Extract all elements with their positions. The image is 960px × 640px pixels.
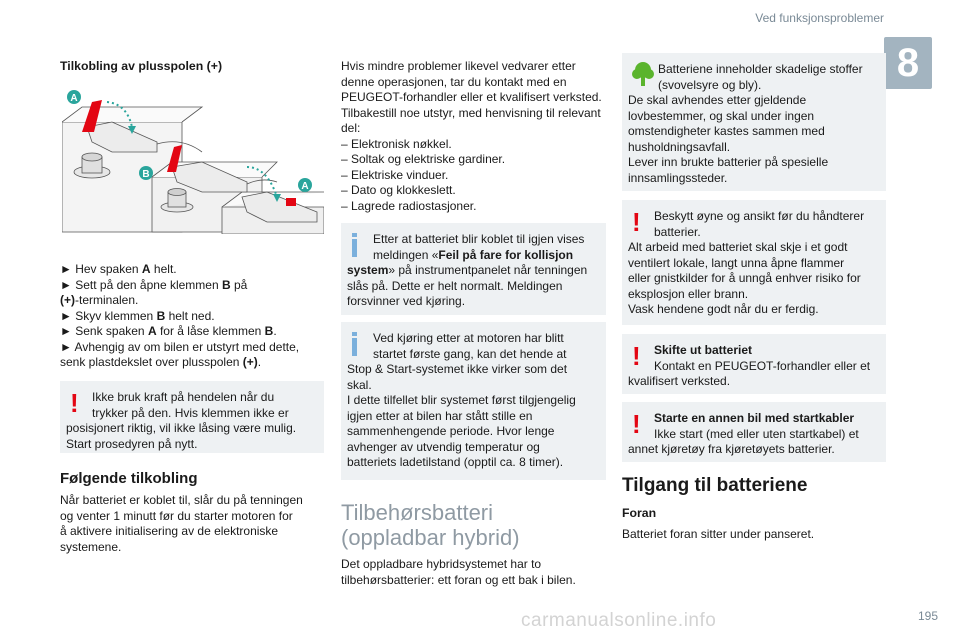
following-heading: Følgende tilkobling: [60, 470, 198, 487]
page-number: 195: [917, 609, 938, 623]
front-subheading: Foran: [622, 506, 657, 520]
section-title: Ved funksjonsproblemer: [755, 11, 884, 25]
label-b: B: [142, 169, 150, 180]
label-a-top: A: [70, 93, 78, 104]
following-text: Når batteriet er koblet til, slår du på tenningen og venter 1 minutt før du starter motoren for å aktivere initialisering av de elektroniske systemene.: [60, 493, 303, 554]
step-5-cont: senk plastdekslet over plusspolen (+).: [60, 355, 262, 369]
warning-box-protect: ! Beskytt øyne og ansikt før du håndterer batterier. Alt arbeid med batteriet skal skje i et godt ventilert lokale, langt unna åpne flammer eller gnistkilder for å unngå enhver risiko for eksplosjon eller brann. Vask hendene godt når du er ferdig.: [622, 200, 886, 325]
warning-icon: !: [632, 341, 641, 371]
battery-clamp-illustration: [62, 82, 324, 234]
watermark: carmanualsonline.info: [521, 610, 717, 631]
access-heading: Tilgang til batteriene: [622, 475, 808, 496]
step-3: ► Skyv klemmen B helt ned.: [60, 308, 215, 323]
steps-list: [60, 262, 324, 371]
label-a-right: A: [301, 181, 309, 192]
step-2-cont: (+)-terminalen.: [60, 293, 139, 307]
warning-box-jumpstart: ! Starte en annen bil med startkabler Ikke start (med eller uten startkabel) et annet kjøretøy fra kjøretøyets batterier.: [622, 402, 886, 462]
step-1: ► Hev spaken A helt.: [60, 262, 177, 276]
warning-box: ! Ikke bruk kraft på hendelen når du trykker på den. Hvis klemmen ikke er posisjonert riktig, vil ikke låsing være mulig. Start prosedyren på nytt.: [60, 381, 324, 453]
environment-box: Batteriene inneholder skadelige stoffer (svovelsyre og bly). De skal avhendes etter gjeldende lovbestemmer, og skal under ingen omstendigheter kastes sammen med husholdningsavfall. Lever inn brukte batterier på spesielle innsamlingssteder.: [622, 53, 886, 191]
step-5: ► Avhengig av om bilen er utstyrt med dette,: [60, 339, 300, 354]
info-icon: [351, 332, 357, 356]
warning-box-replace: ! Skifte ut batteriet Kontakt en PEUGEOT-forhandler eller et kvalifisert verksted.: [622, 334, 886, 394]
accessory-battery-title: Tilbehørsbatteri (oppladbar hybrid): [341, 500, 520, 550]
warning-icon: !: [632, 207, 641, 237]
section-heading: Tilkobling av plusspolen (+): [60, 59, 223, 73]
tree-icon: [632, 61, 654, 87]
intro-text: Hvis mindre problemer likevel vedvarer etter denne operasjonen, tar du kontakt med en PEUGEOT-forhandler eller et kvalifisert verksted. Tilbakestill noe utstyr, med henvisning til relevant del: – Elektronisk nøkkel. – Soltak og elektriske gardiner. – Elektriske vinduer. – Dato og klokkeslett. – Lagrede radiostasjoner.: [341, 59, 602, 213]
front-text: Batteriet foran sitter under panseret.: [622, 527, 815, 541]
info-icon: [351, 233, 357, 257]
chapter-tab: 8: [884, 37, 932, 89]
warning-icon: !: [632, 409, 641, 439]
step-4: ► Senk spaken A for å låse klemmen B.: [60, 324, 277, 338]
step-2: ► Sett på den åpne klemmen B på: [60, 277, 248, 292]
info-box-stop-start: Ved kjøring etter at motoren har blitt startet første gang, kan det hende at Stop & Start-systemet ikke virker som det skal. I dette tilfellet blir systemet først tilgjengelig igjen etter at bilen har stått stille en sammenhengende periode. Hvor lenge avhenger av utvendig temperatur og batteriets ladetilstand (opptil ca. 8 timer).: [341, 322, 606, 480]
accessory-battery-text: Det oppladbare hybridsystemet har to tilbehørsbatterier: ett foran og ett bak i bilen.: [341, 557, 576, 587]
warning-icon: !: [70, 388, 79, 418]
info-box-collision: Etter at batteriet blir koblet til igjen vises meldingen «Feil på fare for kollisjon system» på instrumentpanelet når tenningen slås på. Dette er helt normalt. Meldingen forsvinner ved kjøring.: [341, 223, 606, 315]
